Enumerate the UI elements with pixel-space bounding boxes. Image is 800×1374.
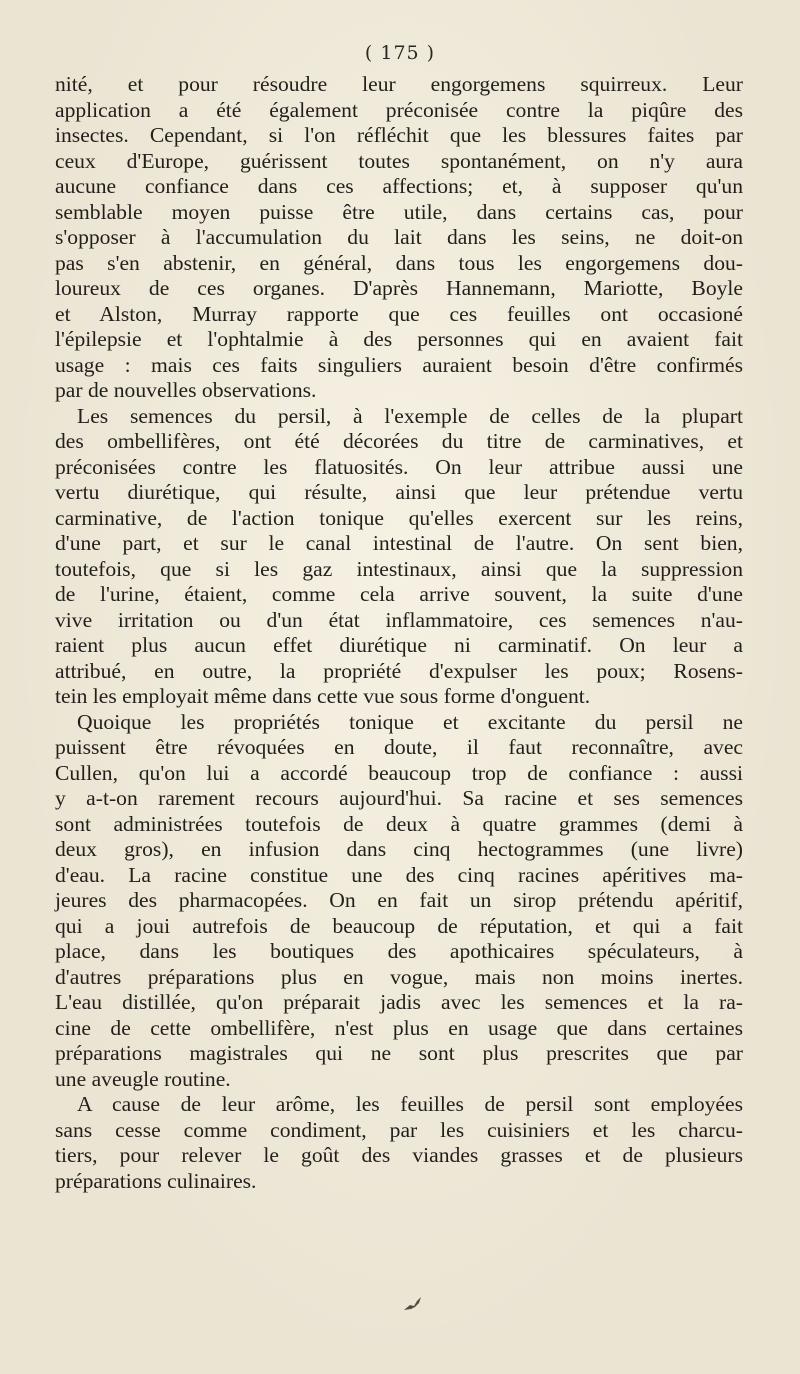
text-line: et Alston, Murray rapporte que ces feuilles ont occasioné [55, 301, 743, 326]
text-line: Les semences du persil, à l'exemple de celles de la plupart [77, 403, 743, 428]
text-line: pas s'en abstenir, en général, dans tous les engorgemens dou- [55, 250, 743, 275]
text-line: de l'urine, étaient, comme cela arrive souvent, la suite d'une [55, 582, 743, 606]
text-line: ceux d'Europe, guérissent toutes spontanément, on n'y aura [55, 148, 743, 173]
body-text [55, 72, 743, 1194]
text-line: l'épilepsie et l'ophtalmie à des personnes qui en avaient fait [55, 327, 743, 351]
text-line: toutefois, que si les gaz intestinaux, ainsi que la suppression [55, 556, 743, 581]
text-line: tein les employait même dans cette vue sous forme d'onguent. [55, 684, 591, 708]
ink-blot-mark [402, 1294, 424, 1312]
text-line: place, dans les boutiques des apothicaires spéculateurs, à [55, 939, 743, 963]
text-line: qui a joui autrefois de beaucoup de réputation, et qui a fait [55, 913, 743, 938]
text-line: raient plus aucun effet diurétique ni carminatif. On leur a [55, 633, 743, 657]
text-line: puissent être révoquées en doute, il faut reconnaître, avec [55, 735, 743, 759]
text-line: Quoique les propriétés tonique et excitante du persil ne [77, 709, 743, 734]
text-line: préparations magistrales qui ne sont plus prescrites que par [55, 1041, 743, 1065]
text-line: carminative, de l'action tonique qu'elles exercent sur les reins, [55, 505, 743, 530]
text-line: deux gros), en infusion dans cinq hectogrammes (une livre) [55, 837, 743, 861]
text-line: s'opposer à l'accumulation du lait dans les seins, ne doit-on [55, 225, 743, 249]
text-line: préparations culinaires. [55, 1168, 257, 1193]
text-line: d'une part, et sur le canal intestinal de l'autre. On sent bien, [55, 531, 743, 555]
text-line: vertu diurétique, qui résulte, ainsi que leur prétendue vertu [55, 480, 743, 504]
text-line: insectes. Cependant, si l'on réfléchit que les blessures faites par [55, 123, 743, 147]
text-line: A cause de leur arôme, les feuilles de persil sont employées [77, 1092, 743, 1116]
text-line: sans cesse comme condiment, par les cuisiniers et les charcu- [55, 1117, 743, 1142]
text-line: loureux de ces organes. D'après Hannemann, Mariotte, Boyle [55, 276, 743, 300]
text-line: nité, et pour résoudre leur engorgemens squirreux. Leur [55, 72, 743, 96]
text-line: y a-t-on rarement recours aujourd'hui. Sa racine et ses semences [55, 786, 743, 810]
text-line: L'eau distillée, qu'on préparait jadis avec les semences et la ra- [55, 990, 743, 1014]
text-line: par de nouvelles observations. [55, 378, 317, 402]
text-line: semblable moyen puisse être utile, dans certains cas, pour [55, 199, 743, 224]
text-line: des ombellifères, ont été décorées du titre de carminatives, et [55, 429, 743, 453]
text-line: sont administrées toutefois de deux à quatre grammes (demi à [55, 811, 743, 836]
text-line: attribué, en outre, la propriété d'expulser les poux; Rosens- [55, 658, 743, 683]
text-line: tiers, pour relever le goût des viandes grasses et de plusieurs [55, 1143, 743, 1167]
text-line: une aveugle routine. [55, 1066, 231, 1091]
text-line: jeures des pharmacopées. On en fait un sirop prétendu apéritif, [55, 888, 743, 912]
text-line: d'autres préparations plus en vogue, mais non moins inertes. [55, 964, 743, 989]
text-line: application a été également préconisée contre la piqûre des [55, 97, 743, 122]
page-number: ( 175 ) [364, 42, 436, 64]
text-line: d'eau. La racine constitue une des cinq racines apéritives ma- [55, 862, 743, 887]
text-line: préconisées contre les flatuosités. On leur attribue aussi une [55, 454, 743, 479]
text-line: usage : mais ces faits singuliers auraient besoin d'être confirmés [55, 352, 743, 377]
text-line: aucune confiance dans ces affections; et, à supposer qu'un [55, 174, 743, 198]
text-line: Cullen, qu'on lui a accordé beaucoup trop de confiance : aussi [55, 760, 743, 785]
text-line: vive irritation ou d'un état inflammatoire, ces semences n'au- [55, 607, 743, 632]
text-line: cine de cette ombellifère, n'est plus en usage que dans certaines [55, 1015, 743, 1040]
